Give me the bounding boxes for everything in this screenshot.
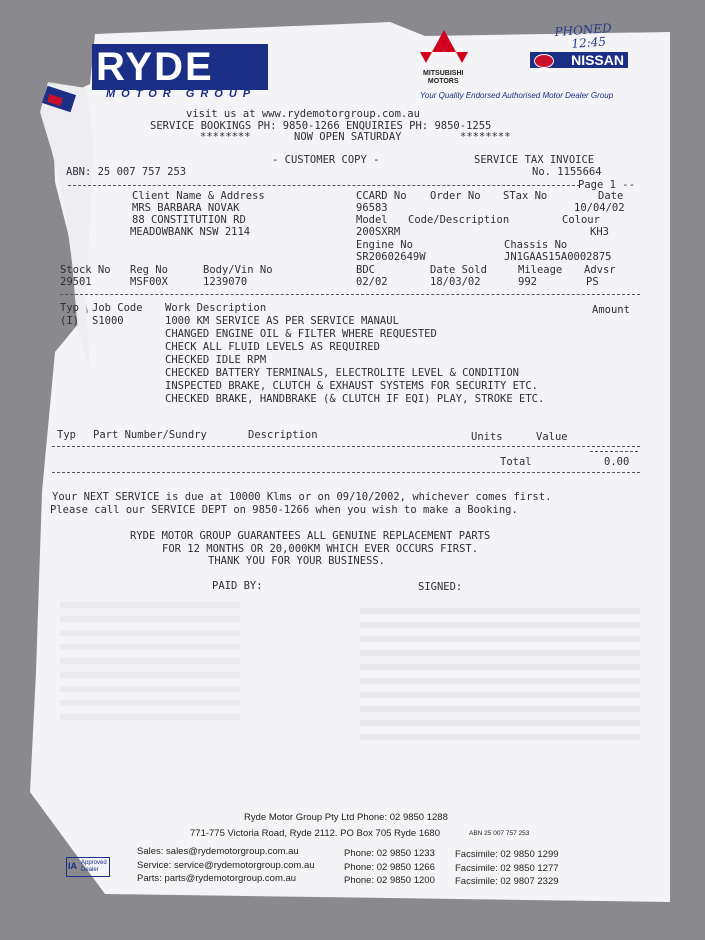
footer-service-fax: Facsimile: 02 9850 1277 [455, 863, 559, 874]
colour-label: Colour [562, 214, 600, 226]
mileage-value: 992 [518, 276, 537, 288]
divider [68, 185, 580, 186]
work-typ-value: (I) [60, 315, 79, 327]
total-underline [590, 451, 638, 452]
approved-dealer-icon: IA [68, 861, 77, 871]
show-through-ghost [60, 600, 240, 720]
footer-parts-email[interactable]: Parts: parts@rydemotorgroup.com.au [137, 873, 297, 884]
footer-address: 771-775 Victoria Road, Ryde 2112. PO Box 705 Ryde 1680 [190, 828, 440, 839]
work-desc-label: Work Description [165, 302, 267, 314]
code-label: Code/Description [408, 214, 510, 226]
mitsubishi-text-line-1: MITSUBISHI [423, 70, 464, 77]
engine-value: SR20602649W [356, 251, 426, 263]
stock-label: Stock No [60, 264, 111, 276]
ccard-value: 96583 [356, 202, 388, 214]
ryde-logo-subtitle: MOTOR GROUP [106, 88, 257, 100]
footer-service-email[interactable]: Service: service@rydemotorgroup.com.au [137, 860, 315, 871]
ccard-label: CCARD No [356, 190, 407, 202]
open-saturday: NOW OPEN SATURDAY [294, 131, 402, 143]
reg-value: MSF00X [130, 276, 168, 288]
divider [60, 294, 640, 295]
tagline: Your Quality Endorsed Authorised Motor Dealer Group [420, 91, 614, 100]
work-typ-label: Typ [60, 302, 79, 314]
work-line: CHECKED BATTERY TERMINALS, ELECTROLITE LEVEL & CONDITION [165, 367, 520, 379]
job-code-label: Job Code [92, 302, 143, 314]
handwritten-note [554, 22, 613, 52]
footer-sales-email[interactable]: Sales: sales@rydemotorgroup.com.au [137, 846, 299, 857]
total-label: Total [500, 456, 532, 468]
footer-abn: ABN 25 007 757 253 [469, 830, 530, 837]
ryde-logo: RYDE [92, 44, 268, 90]
footer-sales-fax: Facsimile: 02 9850 1299 [455, 849, 559, 860]
handwritten-note-line-2: 12:45 [570, 34, 607, 51]
part-number-label: Part Number/Sundry [93, 429, 207, 441]
footer-parts-fax: Facsimile: 02 9807 2329 [455, 876, 559, 887]
date-value: 10/04/02 [574, 202, 625, 214]
advsr-label: Advsr [584, 264, 616, 276]
value-label: Value [536, 431, 568, 443]
website-line: visit us at www.rydemotorgroup.com.au [186, 108, 420, 120]
work-line: CHECKED BRAKE, HANDBRAKE (& CLUTCH IF EQI) PLAY, STROKE ETC. [165, 393, 545, 405]
advsr-value: PS [586, 276, 599, 288]
stax-label: STax No [503, 190, 548, 202]
order-label: Order No [430, 190, 481, 202]
total-value: 0.00 [604, 456, 630, 468]
invoice-type: SERVICE TAX INVOICE [474, 154, 595, 166]
date-sold-value: 18/03/02 [430, 276, 481, 288]
model-value: 200SXRM [356, 226, 401, 238]
reg-label: Reg No [130, 264, 168, 276]
footer-parts-phone: Phone: 02 9850 1200 [344, 875, 435, 886]
date-sold-label: Date Sold [430, 264, 487, 276]
client-street: 88 CONSTITUTION RD [132, 214, 246, 226]
work-line: CHANGED ENGINE OIL & FILTER WHERE REQUESTED [165, 328, 437, 340]
parts-typ-label: Typ [57, 429, 76, 441]
client-suburb: MEADOWBANK NSW 2114 [130, 226, 251, 238]
model-label: Model [356, 214, 388, 226]
parts-desc-label: Description [248, 429, 318, 441]
work-line: INSPECTED BRAKE, CLUTCH & EXHAUST SYSTEMS FOR SECURITY ETC. [165, 380, 538, 392]
stars-right: ******** [460, 131, 511, 143]
mitsubishi-logo-text [423, 70, 463, 86]
body-value: 1239070 [203, 276, 248, 288]
work-line: CHECK ALL FLUID LEVELS AS REQUIRED [165, 341, 380, 353]
mitsubishi-text-line-2: MOTORS [427, 78, 459, 85]
customer-copy-label: - CUSTOMER COPY - [272, 154, 380, 166]
bdc-value: 02/02 [356, 276, 388, 288]
next-service-note: Your NEXT SERVICE is due at 10000 Klms or on 09/10/2002, whichever comes first. [52, 491, 552, 503]
mitsubishi-logo-icon [420, 30, 468, 70]
page-label: Page 1 -- [578, 179, 635, 191]
work-line: 1000 KM SERVICE AS PER SERVICE MANAUL [165, 315, 399, 327]
stars-left: ******** [200, 131, 251, 143]
nissan-badge-icon [534, 54, 554, 68]
units-label: Units [471, 431, 503, 443]
job-code-value: S1000 [92, 315, 124, 327]
approved-badge-line-1: Approved [81, 860, 107, 866]
colour-value: KH3 [590, 226, 609, 238]
call-note: Please call our SERVICE DEPT on 9850-1266 when you wish to make a Booking. [50, 504, 518, 516]
stock-value: 29501 [60, 276, 92, 288]
mileage-label: Mileage [518, 264, 563, 276]
chassis-value: JN1GAAS15A0002875 [504, 251, 612, 263]
footer-company: Ryde Motor Group Pty Ltd Phone: 02 9850 1288 [244, 812, 448, 823]
chassis-label: Chassis No [504, 239, 568, 251]
client-name: MRS BARBARA NOVAK [132, 202, 240, 214]
footer-service-phone: Phone: 02 9850 1266 [344, 862, 435, 873]
divider [52, 472, 640, 473]
guarantee-line-2: FOR 12 MONTHS OR 20,000KM WHICH EVER OCCURS FIRST. [162, 543, 479, 555]
amount-label: Amount [592, 304, 630, 316]
work-line: CHECKED IDLE RPM [165, 354, 267, 366]
paid-by-label: PAID BY: [212, 580, 263, 592]
handwritten-note-line-1: PHONED [554, 21, 613, 39]
invoice-number: No. 1155664 [532, 166, 602, 178]
divider [52, 446, 640, 447]
guarantee-line-1: RYDE MOTOR GROUP GUARANTEES ALL GENUINE REPLACEMENT PARTS [130, 530, 491, 542]
client-label: Client Name & Address [132, 190, 265, 202]
thanks-line: THANK YOU FOR YOUR BUSINESS. [208, 555, 386, 567]
nissan-logo: NISSAN [530, 52, 628, 68]
approved-badge-line-2: Dealer [81, 867, 99, 873]
phones-line: SERVICE BOOKINGS PH: 9850-1266 ENQUIRIES PH: 9850-1255 [150, 120, 492, 132]
bdc-label: BDC [356, 264, 375, 276]
show-through-ghost [360, 600, 640, 740]
body-label: Body/Vin No [203, 264, 273, 276]
date-label: Date [598, 190, 624, 202]
abn-label: ABN: 25 007 757 253 [66, 166, 187, 178]
signed-label: SIGNED: [418, 581, 463, 593]
footer-sales-phone: Phone: 02 9850 1233 [344, 848, 435, 859]
engine-label: Engine No [356, 239, 413, 251]
